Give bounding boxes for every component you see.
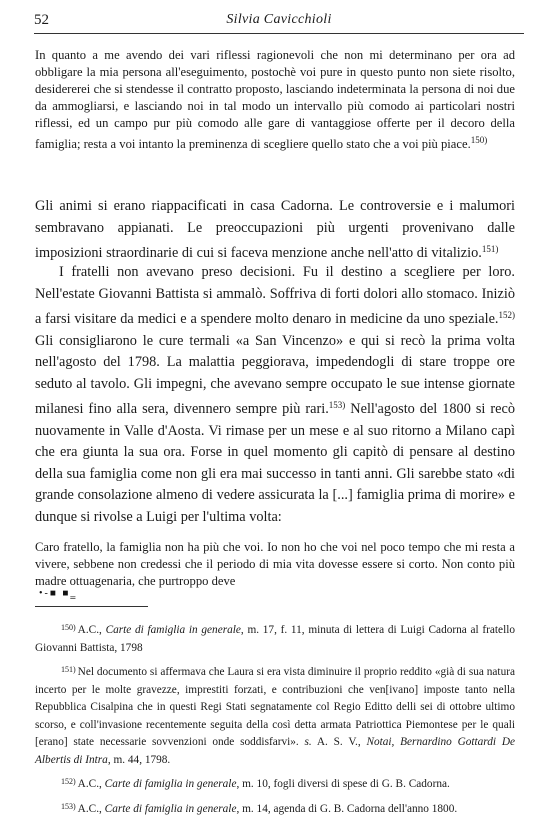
footnote-text: A.C.,	[77, 802, 105, 815]
running-head: Silvia Cavicchioli	[226, 12, 332, 27]
footnote-text: A. S. V.,	[311, 736, 367, 748]
footnote-text: , m. 10, fogli diversi di spese di G. B. Cadorna.	[236, 778, 450, 790]
paragraph-text: Gli animi si erano riappacificati in casa Cadorna. Le controversie e i malumori sembravano appianati. Le preoccupazioni più urgenti provenivano dalle imposizioni straordinarie di cui si faceva menzione anche nell'atto di vitalizio.	[35, 198, 515, 261]
footnote-ref: 153)	[328, 400, 346, 410]
footnote-text: Nel documento si affermava che Laura si era vista diminuire il proprio reddito «già di sua natura incerto per le molte gravezze, imprestiti forzati, e contribuzioni che ven[ivano] imposte tanto nella Repubblica Cisalpina che in questi Regi Stati segnatamente col Regio Editto delli sei di ottobre ultimo scorso, e coll'invasione recentemente seguita della così detta armata Patriottica Piemontese per le quali [erano] state necessarie sovvenzioni onde soddisfarvi».	[35, 666, 515, 748]
footnote-source-title: Notai, Bernardino Gottardi De Albertis di Intra	[35, 736, 515, 766]
footnote-rule	[35, 606, 148, 607]
footnote-ref: 152)	[498, 310, 515, 320]
paragraph-text: Gli consigliarono le cure termali «a San Vincenzo» e qui si recò la prima volta nell'agosto del 1798. La malattia peggiorava, impedendogli di stare troppe ore seduto al tavolo. Gli impegni, che avevano sempre occupato le sue intense giornate milanesi fino alla sera, divennero sempre più rari.	[35, 332, 515, 417]
body-paragraph-1	[35, 196, 515, 265]
footnote-number: 153)	[61, 801, 76, 811]
footnote-text: A.C.,	[77, 624, 106, 636]
footnote-text: A.C.,	[77, 778, 105, 790]
page-header	[34, 12, 524, 34]
footnote-abbrev: s.	[304, 736, 312, 748]
footnote-text: , m. 14, agenda di G. B. Cadorna dell'anno 1800.	[236, 802, 458, 815]
footnote-151	[35, 661, 515, 769]
body-paragraph-2	[35, 262, 515, 528]
page-number: 52	[34, 12, 49, 28]
block-quote-letter-2	[35, 539, 515, 590]
footnote-number: 150)	[61, 623, 76, 632]
footnote-ref: 151)	[481, 244, 499, 254]
footnote-number: 151)	[61, 665, 76, 674]
footnote-source-title: Carte di famiglia in generale	[105, 624, 241, 636]
footnote-150	[35, 619, 515, 657]
footnote-number: 152)	[61, 777, 76, 786]
header-rule	[34, 33, 524, 34]
footnote-ref: 150)	[470, 135, 488, 145]
quote-text: Caro fratello, la famiglia non ha più che voi. Io non ho che voi nel poco tempo che mi resta a vivere, sebbene non credessi che il periodo di mia vita dovesse essere si corto. Non conto più madre ottuagenaria, che purtroppo deve	[35, 540, 515, 588]
paragraph-text: I fratelli non avevano preso decisioni. Fu il destino a scegliere per loro. Nell'estate Giovanni Battista si ammalò. Soffriva di forti dolori allo stomaco. Iniziò a farsi visitare da medici e a spendere molto denaro in medicine da uno speziale.	[35, 264, 515, 327]
paragraph-text: Nell'agosto del 1800 si recò nuovamente in Valle d'Aosta. Vi rimase per un mese e al suo ritorno a Milano capì che era giunta la sua ora. Forse in quel momento gli capitò di pensare al destino della sua famiglia come non gli era mai successo in tanti anni. Gli sarebbe stato «di grande consolazione almeno di vedere assicurata la [...] famiglia prima di morire» e dunque si rivolse a Luigi per l'ultima volta:	[35, 401, 515, 525]
print-artifact-marks: •-■ ■‗	[39, 588, 78, 599]
footnote-152	[35, 773, 515, 794]
footnote-153	[35, 798, 515, 819]
footnote-text: , m. 17, f. 11, minuta di lettera di Luigi Cadorna al fratello Giovanni Battista, 1798	[35, 624, 515, 654]
footnote-text: , m. 44, 1798.	[107, 753, 171, 766]
footnotes	[35, 619, 515, 822]
quote-text: In quanto a me avendo dei vari riflessi ragionevoli che non mi determinano per ora ad obbligare la mia persona all'eseguimento, postochè voi pure in questo punto non siete risolto, desidererei che si stendesse il contratto proposto, lasciando indeterminata la persona di noi due da ammogliarsi, e lasciando noi in tal modo un intervallo più comodo ai particolari nostri riflessi, ed un campo pur più comodo alle gare di vantaggiose offerte per il decoro della famiglia; resta a voi intanto la preminenza di scegliere quello stato che a voi più piace.	[35, 48, 515, 151]
footnote-source-title: Carte di famiglia in generale	[104, 778, 237, 790]
block-quote-letter-1	[35, 47, 515, 153]
footnote-source-title: Carte di famiglia in generale	[104, 802, 237, 815]
